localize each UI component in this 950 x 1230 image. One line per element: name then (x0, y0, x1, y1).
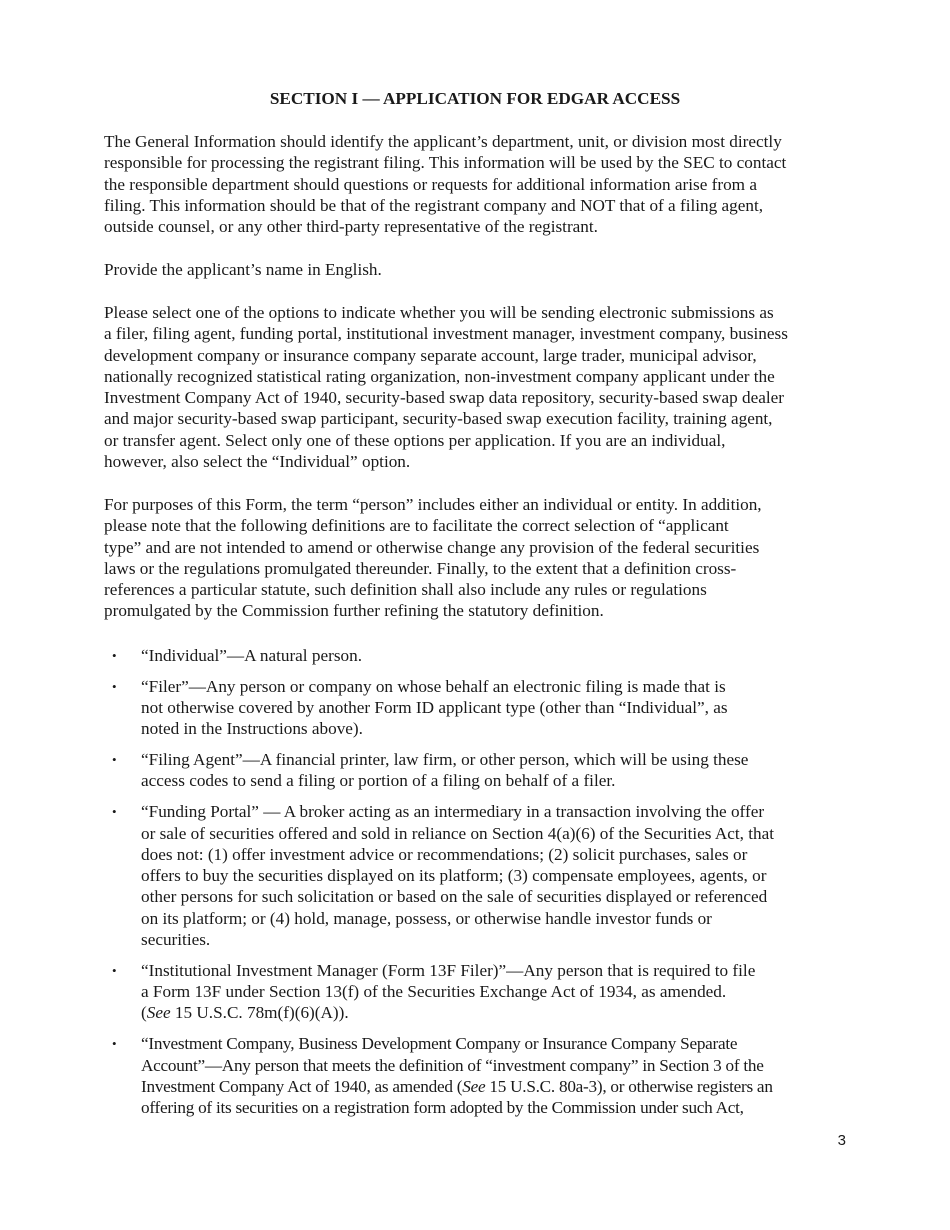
list-item-individual (104, 645, 844, 666)
text-line: “Individual”—A natural person. (141, 646, 362, 665)
text-line: a filer, filing agent, funding portal, institutional investment manager, investment company, business (104, 324, 788, 344)
text-line: The General Information should identify the applicant’s department, unit, or division most directly (104, 132, 782, 151)
bullet-icon: • (112, 804, 117, 820)
text-line: offering of its securities on a registration form adopted by the Commission under such Act, (141, 1098, 744, 1118)
text-line: on its platform; or (4) hold, manage, possess, or otherwise handle investor funds or (141, 908, 712, 928)
text-line: other persons for such solicitation or based on the sale of securities displayed or referenced (141, 887, 768, 907)
text-line: does not: (1) offer investment advice or recommendations; (2) solicit purchases, sales or (141, 844, 748, 864)
text-line: noted in the Instructions above). (141, 719, 363, 739)
text-line: please note that the following definitions are to facilitate the correct selection of “applicant (104, 516, 729, 536)
bullet-icon: • (112, 678, 117, 694)
bullet-icon: • (112, 752, 117, 768)
list-item-funding-portal (104, 801, 844, 950)
list-item-investment-company (104, 1033, 844, 1118)
paragraph-general-information (104, 131, 854, 237)
section-title: SECTION I — APPLICATION FOR EDGAR ACCESS (269, 89, 681, 108)
bullet-icon: • (112, 962, 117, 978)
text-line: or sale of securities offered and sold in reliance on Section 4(a)(6) of the Securities Act, that (141, 823, 775, 843)
text-line: references a particular statute, such definition shall also include any rules or regulations (104, 580, 707, 600)
text-line: “Funding Portal” — A broker acting as an intermediary in a transaction involving the offer (141, 802, 765, 822)
text-line: “Investment Company, Business Development Company or Insurance Company Separate (141, 1034, 738, 1054)
list-item-filing-agent (104, 749, 844, 792)
paragraph-definitions (104, 494, 854, 622)
text-line: development company or insurance company separate account, large trader, municipal advisor, (104, 345, 757, 365)
text-line: type” and are not intended to amend or otherwise change any provision of the federal securities (104, 537, 760, 557)
list-item-institutional-investment-manager (104, 960, 844, 1024)
text-line: filing. This information should be that of the registrant company and NOT that of a filing agent, (104, 195, 764, 215)
text-line: however, also select the “Individual” option. (104, 452, 411, 472)
text-line: nationally recognized statistical rating organization, non-investment company applicant under the (104, 366, 775, 386)
definitions-list (104, 645, 844, 1128)
text-line: securities. (141, 930, 211, 950)
bullet-icon: • (112, 648, 117, 663)
text-line: “Institutional Investment Manager (Form 13F Filer)”—Any person that is required to file (141, 960, 756, 980)
text-line: Account”—Any person that meets the definition of “investment company” in Section 3 of the (141, 1055, 764, 1075)
page-number: 3 (837, 1132, 846, 1149)
text-line: For purposes of this Form, the term “person” includes either an individual or entity. In addition, (104, 495, 762, 514)
text-line: Investment Company Act of 1940, as amended (See 15 U.S.C. 80a-3), or otherwise registers an (141, 1076, 773, 1096)
text-line: promulgated by the Commission further refining the statutory definition. (104, 601, 604, 621)
text-line: a Form 13F under Section 13(f) of the Securities Exchange Act of 1934, as amended. (141, 982, 727, 1002)
text-line: responsible for processing the registrant filing. This information will be used by the SEC to contact (104, 153, 787, 173)
text-line: access codes to send a filing or portion of a filing on behalf of a filer. (141, 771, 616, 791)
text-line: not otherwise covered by another Form ID applicant type (other than “Individual”, as (141, 698, 728, 718)
text-line: Investment Company Act of 1940, security-based swap data repository, security-based swap dealer (104, 388, 784, 408)
text-line: or transfer agent. Select only one of these options per application. If you are an individual, (104, 430, 726, 450)
text-line: (See 15 U.S.C. 78m(f)(6)(A)). (141, 1003, 349, 1023)
paragraph-applicant-name (104, 259, 854, 280)
list-item-filer (104, 676, 844, 740)
text-line: laws or the regulations promulgated thereunder. Finally, to the extent that a definition cross- (104, 558, 737, 578)
text-line: the responsible department should questions or requests for additional information arise from a (104, 174, 757, 194)
text-line: outside counsel, or any other third-party representative of the registrant. (104, 217, 598, 237)
paragraph-select-option (104, 302, 854, 472)
text-line: “Filer”—Any person or company on whose behalf an electronic filing is made that is (141, 676, 726, 696)
bullet-icon: • (112, 1036, 117, 1052)
text-line: and major security-based swap participant, security-based swap execution facility, training agent, (104, 409, 773, 429)
text-line: Please select one of the options to indicate whether you will be sending electronic submissions as (104, 303, 774, 322)
text-line: Provide the applicant’s name in English. (104, 260, 382, 279)
text-line: offers to buy the securities displayed on its platform; (3) compensate employees, agents, or (141, 866, 767, 886)
text-line: “Filing Agent”—A financial printer, law firm, or other person, which will be using these (141, 750, 749, 770)
